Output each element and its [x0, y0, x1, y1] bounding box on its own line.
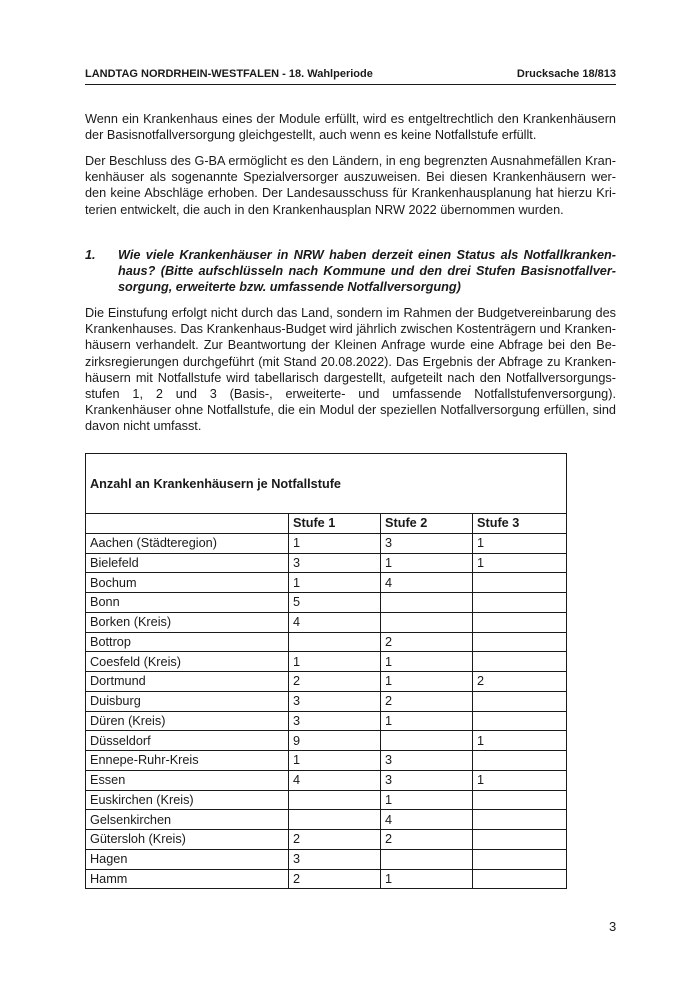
stufe-2-cell	[381, 849, 473, 869]
stufe-3-cell	[473, 849, 567, 869]
table-row	[86, 652, 567, 672]
table-row	[86, 691, 567, 711]
header-document-number: Drucksache 18/813	[516, 68, 616, 80]
table-row	[86, 790, 567, 810]
table-row	[86, 593, 567, 613]
stufe-3-cell	[473, 612, 567, 632]
stufe-2-cell: 1	[381, 869, 473, 889]
stufe-1-cell: 1	[289, 533, 381, 553]
stufe-3-cell	[473, 593, 567, 613]
table-row	[86, 573, 567, 593]
municipality-cell: Borken (Kreis)	[86, 612, 289, 632]
municipality-cell: Dortmund	[86, 672, 289, 692]
municipality-cell: Gelsenkirchen	[86, 810, 289, 830]
stufe-2-cell: 1	[381, 553, 473, 573]
stufe-3-cell	[473, 711, 567, 731]
table-row	[86, 810, 567, 830]
stufe-2-cell: 4	[381, 810, 473, 830]
stufe-1-cell	[289, 810, 381, 830]
table-row	[86, 830, 567, 850]
page-number: 3	[609, 919, 617, 934]
stufe-3-cell: 1	[473, 553, 567, 573]
table-row	[86, 770, 567, 790]
stufe-2-cell: 3	[381, 533, 473, 553]
stufe-3-cell	[473, 691, 567, 711]
column-header-municipality	[86, 514, 289, 534]
stufe-3-cell	[473, 751, 567, 771]
stufe-3-cell	[473, 869, 567, 889]
stufe-3-cell: 1	[473, 533, 567, 553]
question-number: 1.	[85, 248, 96, 262]
stufe-3-cell: 1	[473, 731, 567, 751]
page-header	[85, 68, 616, 84]
stufe-1-cell: 2	[289, 830, 381, 850]
municipality-cell: Ennepe-Ruhr-Kreis	[86, 751, 289, 771]
stufe-1-cell: 9	[289, 731, 381, 751]
table-row	[86, 632, 567, 652]
stufe-1-cell: 3	[289, 849, 381, 869]
table-body	[86, 533, 567, 889]
paragraph-answer: Die Einstufung erfolgt nicht durch das Land, sondern im Rahmen der Budgetvereinbarung des Krankenhauses. Das Krankenhaus-Budget wird jährlich zwischen Kostenträgern und Krankenhäusern verhandelt. Zur Beantwortung der Kleinen Anfrage wurde eine Abfrage bei den Bezirksregierungen durchgeführt (mit Stand 20.08.2022). Das Ergebnis der Abfrage zu Krankenhäusern mit Notfallstufe wird tabellarisch dargestellt, aufgeteilt nach den Notfallversorgungsstufen 1, 2 und 3 (Basis-, erweiterte- und umfassende Notfallstufenversorgung). Krankenhäuser ohne Notfallstufe, die ein Modul der speziellen Notfallversorgung erfüllen, sind davon nicht umfasst.	[85, 306, 616, 434]
stufe-3-cell	[473, 573, 567, 593]
stufe-2-cell	[381, 612, 473, 632]
municipality-cell: Hagen	[86, 849, 289, 869]
stufe-2-cell: 4	[381, 573, 473, 593]
table-caption-row	[86, 454, 567, 514]
stufe-1-cell: 1	[289, 652, 381, 672]
municipality-cell: Bonn	[86, 593, 289, 613]
stufe-2-cell	[381, 593, 473, 613]
municipality-cell: Gütersloh (Kreis)	[86, 830, 289, 850]
table-row	[86, 553, 567, 573]
table-row	[86, 612, 567, 632]
municipality-cell: Essen	[86, 770, 289, 790]
stufe-2-cell: 1	[381, 790, 473, 810]
header-parliament-title: LANDTAG NORDRHEIN-WESTFALEN - 18. Wahlperiode	[85, 68, 373, 80]
stufe-1-cell: 3	[289, 691, 381, 711]
municipality-cell: Bottrop	[86, 632, 289, 652]
stufe-2-cell: 2	[381, 632, 473, 652]
stufe-1-cell: 2	[289, 869, 381, 889]
stufe-1-cell: 4	[289, 612, 381, 632]
stufe-1-cell	[289, 790, 381, 810]
municipality-cell: Bielefeld	[86, 553, 289, 573]
stufe-1-cell: 3	[289, 553, 381, 573]
table-row	[86, 869, 567, 889]
municipality-cell: Coesfeld (Kreis)	[86, 652, 289, 672]
table-row	[86, 672, 567, 692]
municipality-cell: Düsseldorf	[86, 731, 289, 751]
stufe-1-cell: 5	[289, 593, 381, 613]
stufe-2-cell: 1	[381, 672, 473, 692]
table-header-row	[86, 514, 567, 534]
hospital-emergency-table	[85, 453, 567, 889]
column-header-stufe-3: Stufe 3	[473, 514, 567, 534]
municipality-cell: Euskirchen (Kreis)	[86, 790, 289, 810]
stufe-2-cell: 1	[381, 652, 473, 672]
hospital-emergency-table-container	[85, 453, 566, 889]
stufe-1-cell: 3	[289, 711, 381, 731]
municipality-cell: Bochum	[86, 573, 289, 593]
question-text: Wie viele Krankenhäuser in NRW haben derzeit einen Status als Notfallkrankenhaus? (Bitte aufschlüsseln nach Kommune und den drei Stufen Basisnotfallversorgung, erweiterte bzw. umfassende Notfallversorgung)	[118, 248, 616, 294]
stufe-1-cell: 4	[289, 770, 381, 790]
stufe-3-cell: 1	[473, 770, 567, 790]
municipality-cell: Düren (Kreis)	[86, 711, 289, 731]
stufe-1-cell: 1	[289, 751, 381, 771]
stufe-3-cell	[473, 830, 567, 850]
stufe-3-cell: 2	[473, 672, 567, 692]
stufe-3-cell	[473, 632, 567, 652]
stufe-2-cell: 3	[381, 751, 473, 771]
stufe-1-cell: 1	[289, 573, 381, 593]
column-header-stufe-2: Stufe 2	[381, 514, 473, 534]
paragraph-special-providers: Der Beschluss des G-BA ermöglicht es den Ländern, in eng begrenzten Ausnahmefällen Krankenhäuser als sogenannte Spezialversorger auszuweisen. Bei diesen Krankenhäusern werden keine Abschläge erhoben. Der Landesausschuss für Krankenhausplanung hat hierzu Kriterien entwickelt, die auch in den Krankenhausplan NRW 2022 übernommen wurden.	[85, 154, 616, 217]
stufe-2-cell: 1	[381, 711, 473, 731]
header-divider	[85, 84, 616, 85]
stufe-3-cell	[473, 810, 567, 830]
table-row	[86, 711, 567, 731]
stufe-2-cell: 3	[381, 770, 473, 790]
stufe-1-cell	[289, 632, 381, 652]
stufe-3-cell	[473, 790, 567, 810]
table-caption: Anzahl an Krankenhäusern je Notfallstufe	[86, 454, 567, 514]
stufe-3-cell	[473, 652, 567, 672]
municipality-cell: Hamm	[86, 869, 289, 889]
municipality-cell: Aachen (Städteregion)	[86, 533, 289, 553]
stufe-2-cell	[381, 731, 473, 751]
stufe-2-cell: 2	[381, 691, 473, 711]
table-row	[86, 533, 567, 553]
table-row	[86, 751, 567, 771]
paragraph-module-equivalence: Wenn ein Krankenhaus eines der Module erfüllt, wird es entgeltrechtlich den Krankenhäusern der Basisnotfallversorgung gleichgestellt, auch wenn es keine Notfallstufe erfüllt.	[85, 112, 616, 143]
municipality-cell: Duisburg	[86, 691, 289, 711]
table-row	[86, 731, 567, 751]
column-header-stufe-1: Stufe 1	[289, 514, 381, 534]
stufe-2-cell: 2	[381, 830, 473, 850]
stufe-1-cell: 2	[289, 672, 381, 692]
table-row	[86, 849, 567, 869]
